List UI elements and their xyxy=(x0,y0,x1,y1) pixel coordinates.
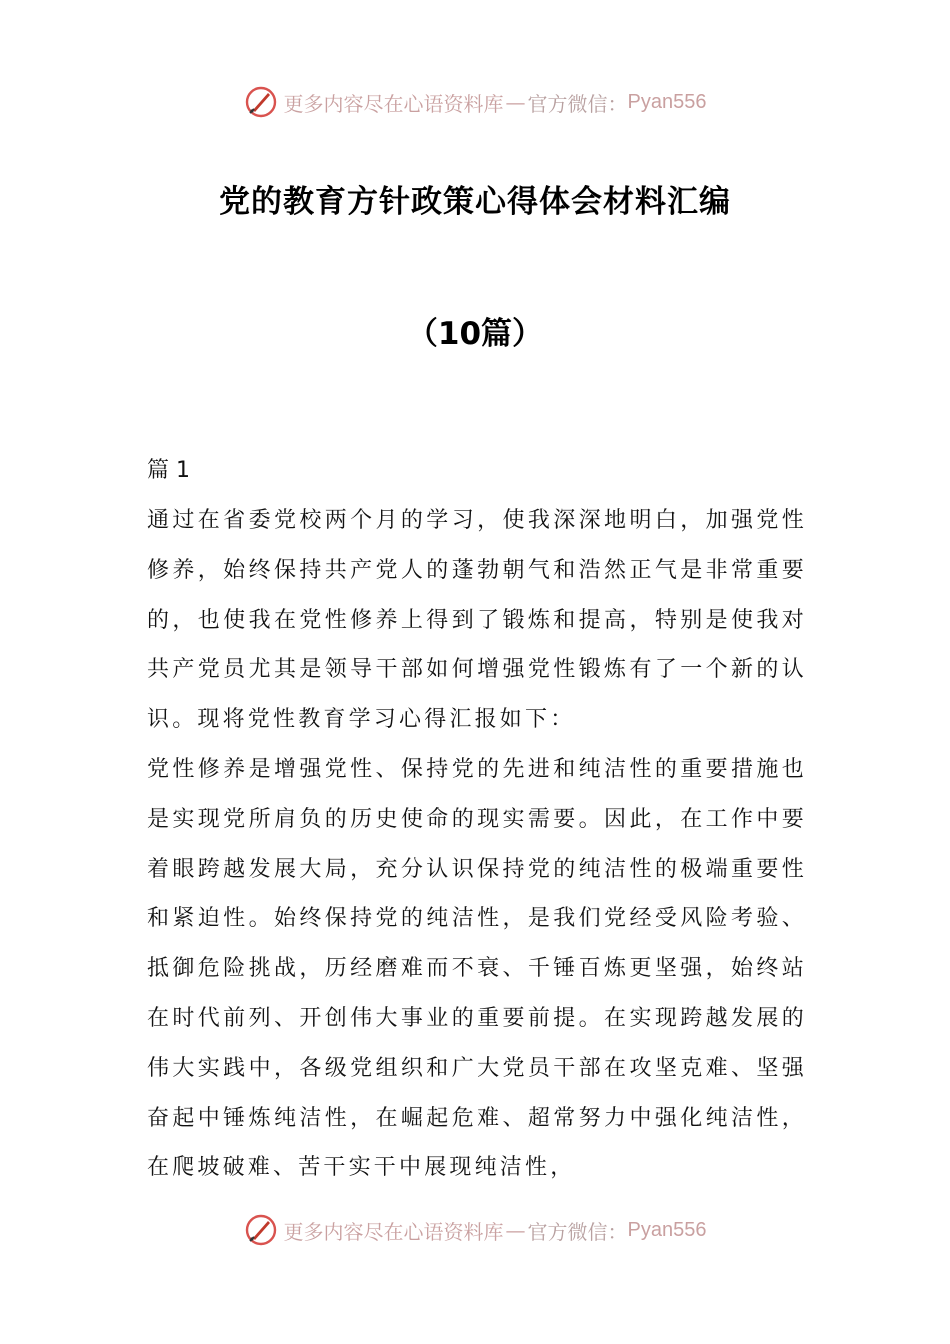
header-watermark-banner xyxy=(0,82,950,122)
banner-text: 更多内容尽在心语资料库 xyxy=(283,91,504,116)
paragraph-2: 党性修养是增强党性、保持党的先进和纯洁性的重要措施也是实现党所肩负的历史使命的现实需要。因此，在工作中要着眼跨越发展大局，充分认识保持党的纯洁性的极端重要性和紧迫性。始终保持党的纯洁性，是我们党经受风险考验、抵御危险挑战，历经磨难而不衰、千锤百炼更坚强，始终站在时代前列、开创伟大事业的重要前提。在实现跨越发展的伟大实践中，各级党组织和广大党员干部在攻坚克难、坚强奋起中锤炼纯洁性，在崛起危难、超常努力中强化纯洁性，在爬坡破难、苦干实干中展现纯洁性， xyxy=(147,756,807,1181)
paragraph-1: 通过在省委党校两个月的学习，使我深深地明白，加强党性修养，始终保持共产党人的蓬勃朝气和浩然正气是非常重要的，也使我在党性修养上得到了锻炼和提高，特别是使我对共产党员尤其是领导干部如何增强党性锻炼有了一个新的认识。现将党性教育学习心得汇报如下： xyxy=(147,508,807,733)
quill-logo-icon xyxy=(244,1213,278,1247)
chapter-label: 篇 1 xyxy=(147,458,190,483)
document-subtitle: （10篇） xyxy=(406,316,544,352)
document-title: 党的教育方针政策心得体会材料汇编 xyxy=(219,184,731,220)
banner-wechat-id: Pyan556 xyxy=(627,1218,707,1241)
quill-logo-icon xyxy=(244,85,278,119)
banner-text: 更多内容尽在心语资料库 xyxy=(283,1219,504,1244)
footer-watermark-banner xyxy=(0,1210,950,1250)
document-body xyxy=(147,446,807,1193)
banner-separator: — xyxy=(505,1218,526,1242)
banner-separator: — xyxy=(505,90,526,114)
banner-wechat-id: Pyan556 xyxy=(627,90,707,113)
banner-wechat-label: 官方微信： xyxy=(527,1219,628,1244)
banner-wechat-label: 官方微信： xyxy=(527,91,628,116)
